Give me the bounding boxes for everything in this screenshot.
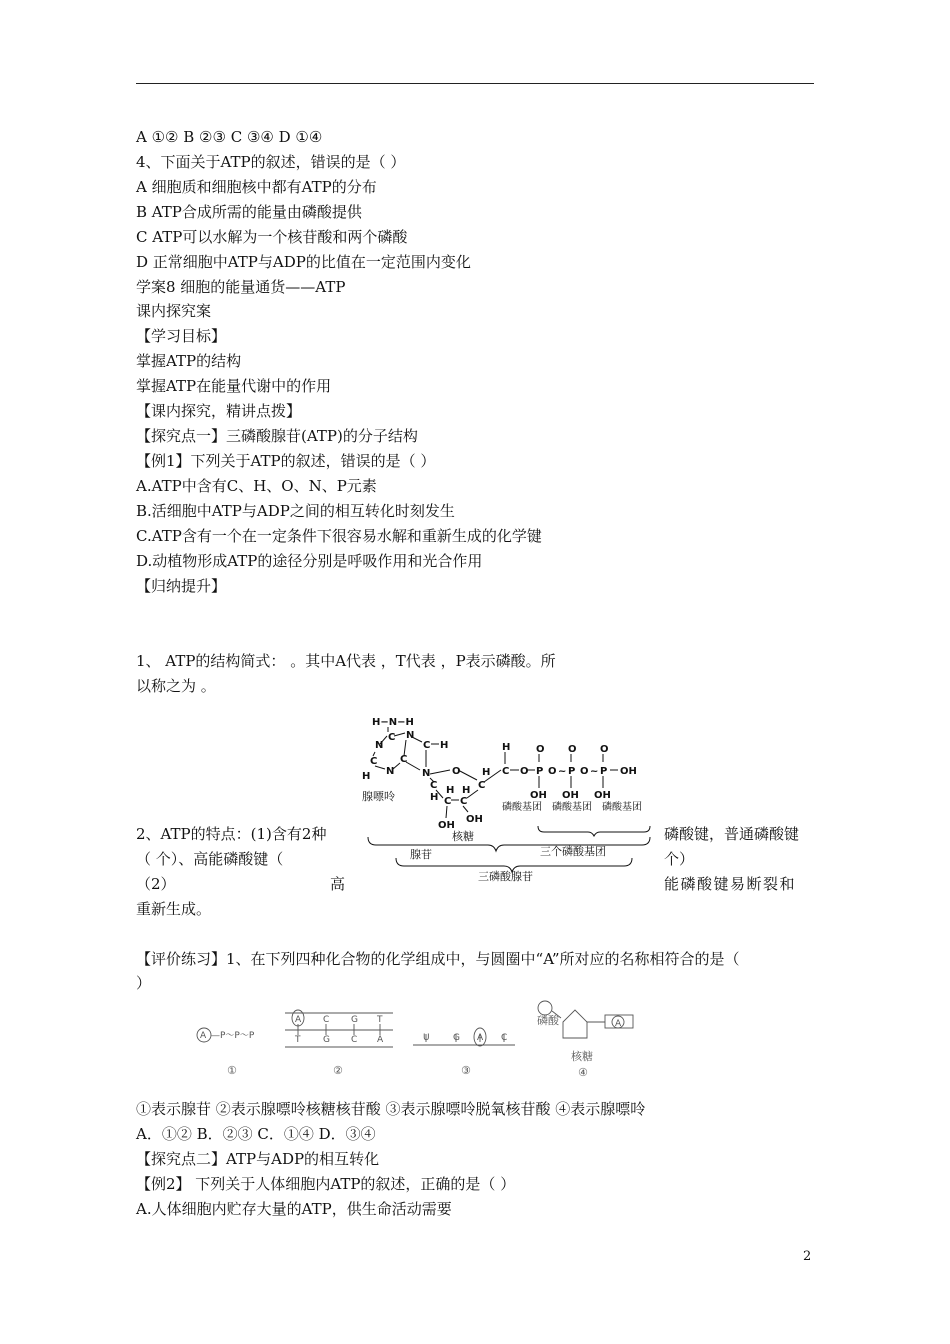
header-rule (136, 83, 814, 84)
svg-text:C: C (460, 796, 468, 807)
svg-text:C: C (430, 780, 438, 791)
svg-text:C: C (400, 754, 408, 765)
heading-point-2: 【探究点二】ATP与ADP的相互转化 (136, 1150, 380, 1168)
svg-text:O: O (600, 744, 609, 755)
fig2-number: ② (333, 1064, 343, 1077)
svg-text:C: C (423, 740, 431, 751)
svg-text:O: O (536, 744, 545, 755)
svg-text:C: C (502, 766, 510, 777)
compound-figures (185, 1000, 645, 1085)
option-b: B ATP合成所需的能量由磷酸提供 (136, 203, 362, 221)
svg-text:U: U (423, 1033, 430, 1043)
example-1-option-b: B.活细胞中ATP与ADP之间的相互转化时刻发生 (136, 502, 455, 520)
heading-goals: 【学习目标】 (136, 327, 227, 345)
fig4-ribose: 核糖 (571, 1050, 593, 1063)
svg-text:N: N (386, 766, 395, 777)
example-1: 【例1】下列关于ATP的叙述，错误的是（ ） (136, 452, 436, 470)
q2-right-1: 磷酸键，普通磷酸键 (664, 825, 800, 843)
q1-line-2: 以称之为 。 (136, 677, 216, 695)
svg-text:OH: OH (438, 820, 455, 831)
svg-text:P: P (568, 766, 576, 777)
option-a: A 细胞质和细胞核中都有ATP的分布 (136, 178, 377, 196)
svg-text:A: A (615, 1019, 622, 1029)
question-4: 4、下面关于ATP的叙述，错误的是（ ） (136, 153, 406, 171)
svg-text:P: P (600, 766, 608, 777)
svg-text:OH: OH (620, 766, 637, 777)
svg-text:G: G (351, 1015, 358, 1025)
section-title: 学案8 细胞的能量通货——ATP (136, 278, 346, 296)
heading-point-1: 【探究点一】三磷酸腺苷(ATP)的分子结构 (136, 427, 418, 445)
label-adenosine: 腺苷 (410, 848, 432, 861)
svg-text:O: O (580, 766, 589, 777)
q2-right-2: 个） (664, 850, 695, 868)
q2-line-4: 重新生成。 (136, 900, 212, 918)
eval-line-2: ） (136, 974, 152, 992)
example-1-option-a: A.ATP中含有C、H、O、N、P元素 (136, 477, 377, 495)
svg-text:O: O (452, 766, 461, 777)
svg-text:H: H (462, 785, 471, 796)
svg-text:P: P (536, 766, 544, 777)
svg-text:C: C (444, 796, 452, 807)
svg-text:H: H (430, 792, 439, 803)
q2-left-1: 2、ATP的特点：(1)含有2种 (136, 825, 327, 843)
label-adenine: 腺嘌呤 (362, 790, 395, 803)
label-three-phosphates: 三个磷酸基团 (540, 845, 606, 858)
svg-text:A: A (377, 1035, 384, 1045)
example-2-option-a: A.人体细胞内贮存大量的ATP，供生命活动需要 (136, 1200, 452, 1218)
svg-text:H: H (440, 740, 449, 751)
svg-text:OH: OH (530, 790, 547, 801)
nh2-label: H−N−H (372, 717, 414, 728)
svg-text:~: ~ (590, 766, 599, 777)
svg-text:C: C (501, 1033, 508, 1043)
svg-text:C: C (351, 1035, 358, 1045)
svg-text:N: N (375, 740, 384, 751)
fig1-chain: —P～P～P (211, 1031, 255, 1041)
svg-text:O: O (568, 744, 577, 755)
svg-text:C: C (323, 1015, 330, 1025)
label-phosphate-3: 磷酸基团 (602, 802, 642, 813)
svg-text:C: C (370, 756, 378, 767)
heading-explore: 【课内探究，精讲点拨】 (136, 402, 302, 420)
svg-text:O: O (548, 766, 557, 777)
svg-text:N: N (422, 768, 431, 779)
svg-text:G: G (453, 1033, 460, 1043)
svg-text:A: A (477, 1033, 484, 1043)
svg-text:H: H (446, 785, 455, 796)
text-line: 掌握ATP的结构 (136, 352, 242, 370)
example-1-option-c: C.ATP含有一个在一定条件下很容易水解和重新生成的化学键 (136, 527, 542, 545)
fig3-number: ③ (461, 1064, 471, 1077)
example-2: 【例2】 下列关于人体细胞内ATP的叙述，正确的是（ ） (136, 1175, 516, 1193)
svg-text:N: N (406, 730, 415, 741)
fig4-number: ④ (578, 1066, 588, 1079)
q2-left-3a: （2） (136, 875, 176, 893)
option-d: D 正常细胞中ATP与ADP的比值在一定范围内变化 (136, 253, 471, 271)
svg-text:C: C (478, 780, 486, 791)
label-atp: 三磷酸腺苷 (478, 870, 533, 883)
fig1-number: ① (227, 1064, 237, 1077)
eval-line-1: 【评价练习】1、在下列四种化合物的化学组成中，与圆圈中“A”所对应的名称相符合的是（ (136, 950, 740, 968)
svg-text:H: H (362, 771, 371, 782)
fig1-a: A (200, 1031, 207, 1041)
label-ribose: 核糖 (452, 830, 474, 843)
label-phosphate-2: 磷酸基团 (552, 802, 592, 813)
example-1-option-d: D.动植物形成ATP的途径分别是呼吸作用和光合作用 (136, 552, 483, 570)
explanations: ①表示腺苷 ②表示腺嘌呤核糖核苷酸 ③表示腺嘌呤脱氧核苷酸 ④表示腺嘌呤 (136, 1100, 646, 1118)
atp-structure-diagram (350, 700, 680, 885)
page-number: 2 (803, 1249, 812, 1264)
q2-right-3: 能磷酸键易断裂和 (664, 875, 797, 893)
option-c: C ATP可以水解为一个核苷酸和两个磷酸 (136, 228, 408, 246)
text-line: 掌握ATP在能量代谢中的作用 (136, 377, 332, 395)
fig4-phosphate: 磷酸 (537, 1014, 559, 1027)
svg-text:A: A (295, 1015, 302, 1025)
svg-text:H: H (502, 742, 511, 753)
svg-text:H: H (482, 767, 491, 778)
svg-text:O: O (520, 766, 529, 777)
eval-answer-options: A．①② B．②③ C．①④ D．③④ (136, 1125, 376, 1143)
q2-left-2: （ 个）、高能磷酸键（ (136, 850, 284, 868)
label-phosphate-1: 磷酸基团 (502, 802, 542, 813)
text-line: A ①② B ②③ C ③④ D ①④ (136, 128, 323, 146)
svg-text:G: G (323, 1035, 330, 1045)
svg-text:~: ~ (558, 766, 567, 777)
svg-text:C: C (388, 732, 396, 743)
q2-left-3b: 高 (330, 875, 346, 893)
svg-text:T: T (295, 1035, 301, 1045)
svg-text:T: T (377, 1015, 383, 1025)
q1-line-1: 1、 ATP的结构简式： 。其中A代表 ，T代表 ，P表示磷酸。所 (136, 652, 556, 670)
heading-summary: 【归纳提升】 (136, 577, 227, 595)
text-line: 课内探究案 (136, 302, 212, 320)
svg-text:OH: OH (562, 790, 579, 801)
svg-text:OH: OH (594, 790, 611, 801)
svg-text:OH: OH (466, 814, 483, 825)
